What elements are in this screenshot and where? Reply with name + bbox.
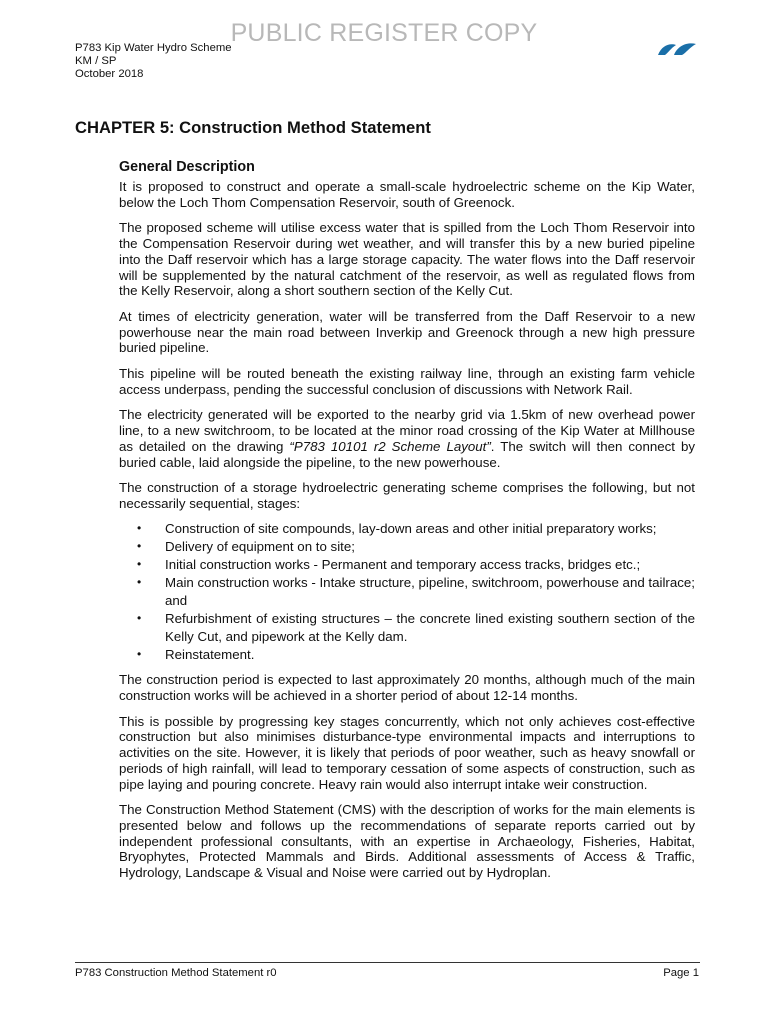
- construction-stages-list: [119, 520, 695, 664]
- list-item-text: Reinstatement.: [165, 646, 255, 662]
- bullet-icon: •: [137, 611, 142, 625]
- paragraphs-before-list: [119, 179, 695, 397]
- body-paragraph: This is possible by progressing key stages concurrently, which not only achieves cost-effective construction but also minimises disturbance-type environmental impacts and interruptions to activities on the site. However, it is likely that periods of poor weather, such as heavy snowfall or periods of high rainfall, will lead to temporary cessation of some aspects of construction, such as pipe laying and pouring concrete. Heavy rain would also interrupt intake weir construction.: [119, 713, 695, 792]
- list-item: [119, 520, 695, 538]
- list-item-text: Initial construction works - Permanent and temporary access tracks, bridges etc.;: [165, 557, 641, 573]
- body-paragraph: The Construction Method Statement (CMS) with the description of works for the main elements is presented below and follows up the recommendations of separate reports carried out by independent professional consultants, with an expertise in Archaeology, Fisheries, Habitat, Bryophytes, Protected Mammals and Birds. Additional assessments of Access & Traffic, Hydrology, Landscape & Visual and Noise were carried out by Hydroplan.: [119, 802, 695, 881]
- list-item: [119, 574, 695, 609]
- footer-document-name: P783 Construction Method Statement r0: [75, 967, 277, 979]
- logo-wave-left: [658, 44, 676, 55]
- list-item-text: Delivery of equipment on to site;: [165, 538, 355, 554]
- bullet-icon: •: [137, 520, 142, 535]
- list-item-text: Main construction works - Intake structure, pipeline, switchroom, powerhouse and tailrace; and: [165, 575, 695, 608]
- header-initials: KM / SP: [75, 55, 117, 68]
- electricity-text-after: . The switch will then connect by buried cable, laid alongside the pipeline, to the new powerhouse.: [119, 438, 696, 470]
- bullet-icon: •: [137, 575, 142, 590]
- bullet-icon: •: [137, 646, 142, 661]
- header-project: P783 Kip Water Hydro Scheme: [75, 42, 232, 54]
- body-paragraph: The proposed scheme will utilise excess water that is spilled from the Loch Thom Reservoir into the Compensation Reservoir during wet weather, and will transfer this by a new buried pipeline into the Daff reservoir which has a large storage capacity. The water flows into the Daff reservoir will be supplemented by the natural catchment of the reservoir, as well as regulated flows from the Kelly Reservoir, along a short southern section of the Kelly Cut.: [119, 220, 695, 299]
- body-paragraph: The construction period is expected to last approximately 20 months, although much of the main construction works will be achieved in a shorter period of about 12-14 months.: [119, 672, 695, 704]
- document-body: [119, 158, 695, 891]
- document-header: [75, 42, 232, 82]
- drawing-reference: “P783 10101 r2 Scheme Layout”: [289, 438, 491, 454]
- body-paragraph: This pipeline will be routed beneath the existing railway line, through an existing farm vehicle access underpass, pending the successful conclusion of discussions with Network Rail.: [119, 366, 695, 397]
- logo-wave-right: [674, 43, 696, 55]
- header-date: October 2018: [75, 68, 144, 81]
- list-item: [119, 610, 695, 645]
- company-logo-icon: [656, 40, 698, 58]
- chapter-title: CHAPTER 5: Construction Method Statement: [75, 118, 431, 137]
- list-item-text: Refurbishment of existing structures – the concrete lined existing southern section of the Kelly Cut, and pipework at the Kelly dam.: [165, 611, 695, 644]
- electricity-text-before: The electricity generated will be exported to the nearby grid via 1.5km of new overhead power line, to a new switchroom, to be located at the minor road crossing of the Kip Water at Millhouse as detailed on the drawing: [119, 407, 695, 454]
- paragraphs-after-list: [119, 672, 695, 880]
- body-paragraph: At times of electricity generation, water will be transferred from the Daff Reservoir to a new powerhouse near the main road between Inverkip and Greenock through a new high pressure buried pipeline.: [119, 308, 695, 356]
- electricity-paragraph: [119, 407, 695, 470]
- public-register-watermark: PUBLIC REGISTER COPY: [230, 19, 538, 47]
- footer-page-number: Page 1: [663, 967, 699, 979]
- section-heading: General Description: [119, 159, 255, 175]
- bullet-icon: •: [137, 538, 142, 553]
- footer-divider: [75, 962, 700, 963]
- list-item: [119, 556, 695, 574]
- bullet-icon: •: [137, 557, 142, 572]
- list-item-text: Construction of site compounds, lay-down areas and other initial preparatory works;: [165, 520, 657, 536]
- list-item: [119, 538, 695, 556]
- list-intro: The construction of a storage hydroelectric generating scheme comprises the following, but not necessarily sequential, stages:: [119, 480, 695, 511]
- list-item: [119, 646, 695, 664]
- body-paragraph: It is proposed to construct and operate a small-scale hydroelectric scheme on the Kip Water, below the Loch Thom Compensation Reservoir, south of Greenock.: [119, 179, 695, 210]
